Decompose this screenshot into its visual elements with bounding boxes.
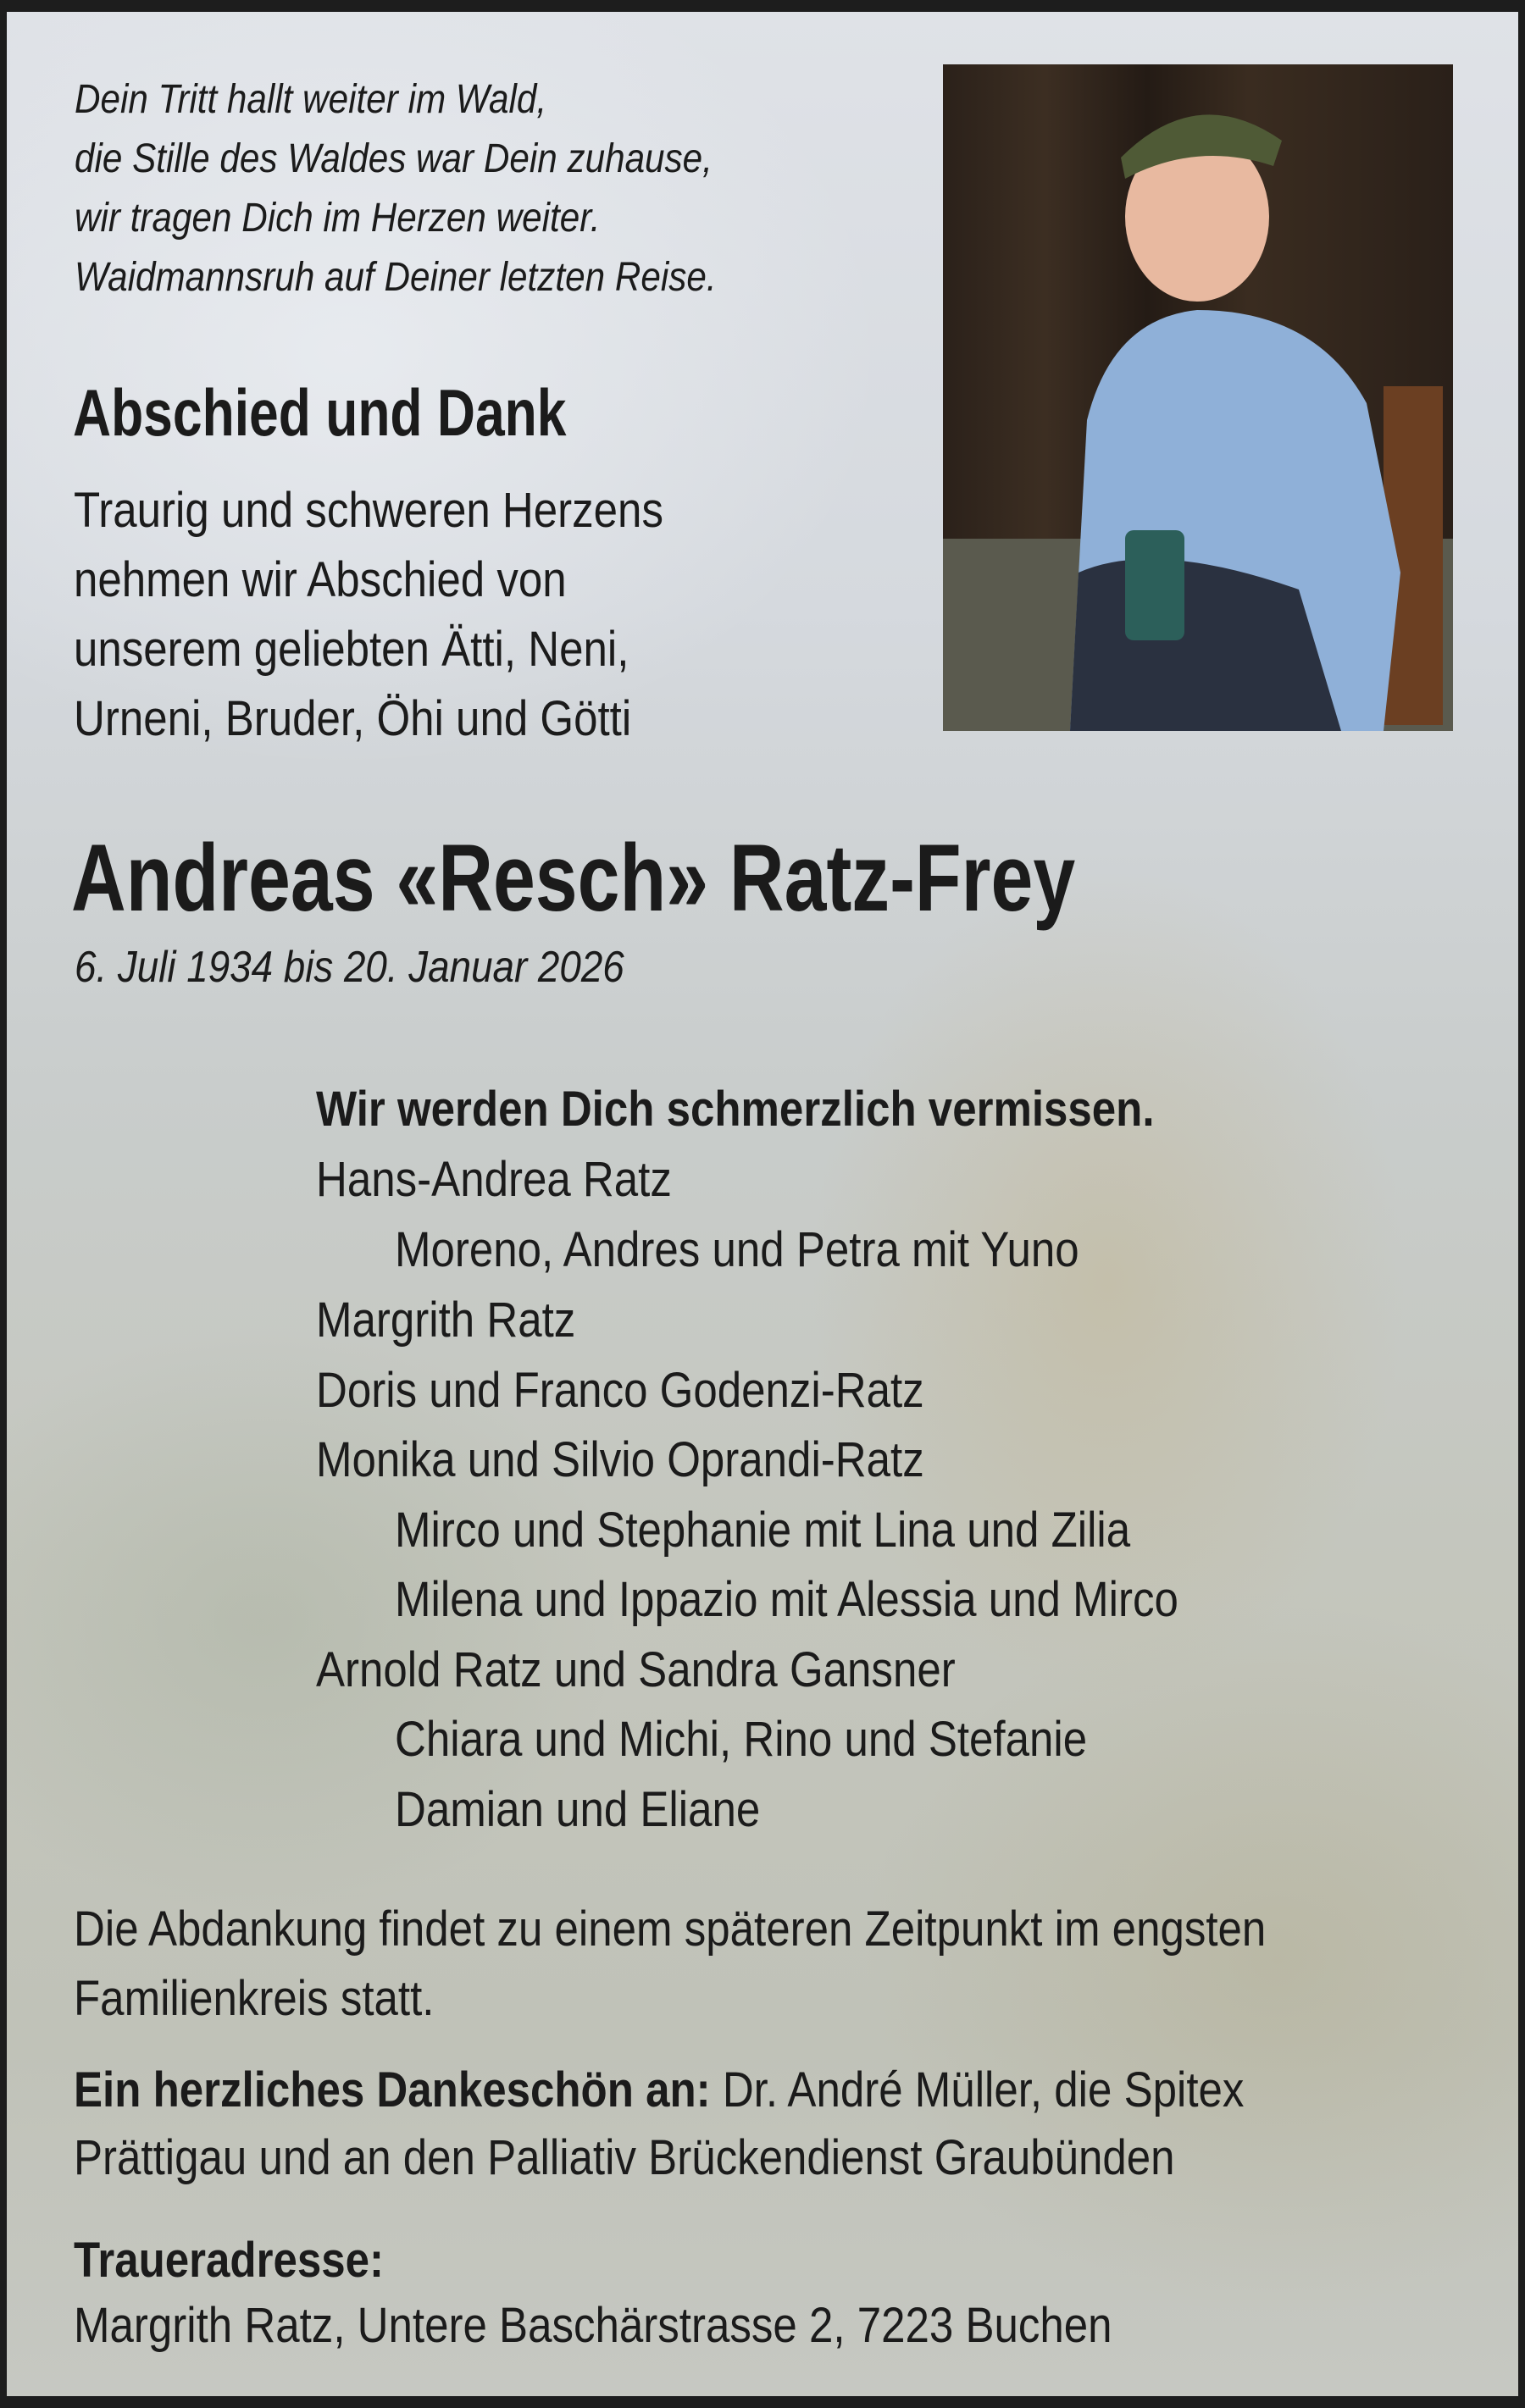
thanks-label: Ein herzliches Dankeschön an: (74, 2062, 711, 2117)
mourner: Margrith Ratz (316, 1293, 576, 1348)
intro-line: Traurig und schweren Herzens (74, 483, 663, 538)
mourner: Doris und Franco Godenzi-Ratz (316, 1363, 924, 1418)
address: Margrith Ratz, Untere Baschärstrasse 2, 7223 Buchen (74, 2298, 1112, 2353)
poem-line: Waidmannsruh auf Deiner letzten Reise. (75, 255, 717, 300)
poem-line: die Stille des Waldes war Dein zuhause, (75, 136, 713, 181)
portrait-photo (943, 64, 1453, 731)
mourner: Chiara und Michi, Rino und Stefanie (395, 1712, 1088, 1767)
mourner: Monika und Silvio Oprandi-Ratz (316, 1432, 924, 1487)
poem-line: Dein Tritt hallt weiter im Wald, (75, 77, 547, 122)
life-dates: 6. Juli 1934 bis 20. Januar 2026 (75, 943, 624, 992)
intro-line: Urneni, Bruder, Öhi und Götti (74, 691, 632, 746)
ceremony-line: Familienkreis statt. (74, 1971, 435, 2026)
mourner: Damian und Eliane (395, 1782, 761, 1837)
thanks-line-2: Prättigau und an den Palliativ Brückendienst Graubünden (74, 2130, 1175, 2185)
poem-line: wir tragen Dich im Herzen weiter. (75, 196, 601, 241)
deceased-name: Andreas «Resch» Ratz-Frey (71, 825, 1076, 931)
section-heading: Abschied und Dank (73, 375, 567, 450)
intro-line: nehmen wir Abschied von (74, 552, 567, 607)
mourner: Hans-Andrea Ratz (316, 1152, 672, 1207)
mourner: Mirco und Stephanie mit Lina und Zilia (395, 1503, 1131, 1558)
mourner: Arnold Ratz und Sandra Gansner (316, 1642, 956, 1697)
thanks-line (74, 2062, 1244, 2118)
intro-line: unserem geliebten Ätti, Neni, (74, 622, 629, 677)
address-label: Traueradresse: (74, 2233, 385, 2288)
ceremony-line: Die Abdankung findet zu einem späteren Zeitpunkt im engsten (74, 1901, 1267, 1957)
thanks-text: Dr. André Müller, die Spitex (710, 2062, 1245, 2117)
mourners-heading: Wir werden Dich schmerzlich vermissen. (316, 1082, 1155, 1137)
obituary-card (7, 12, 1518, 2396)
mourner: Moreno, Andres und Petra mit Yuno (395, 1222, 1079, 1277)
mourner: Milena und Ippazio mit Alessia und Mirco (395, 1572, 1178, 1627)
